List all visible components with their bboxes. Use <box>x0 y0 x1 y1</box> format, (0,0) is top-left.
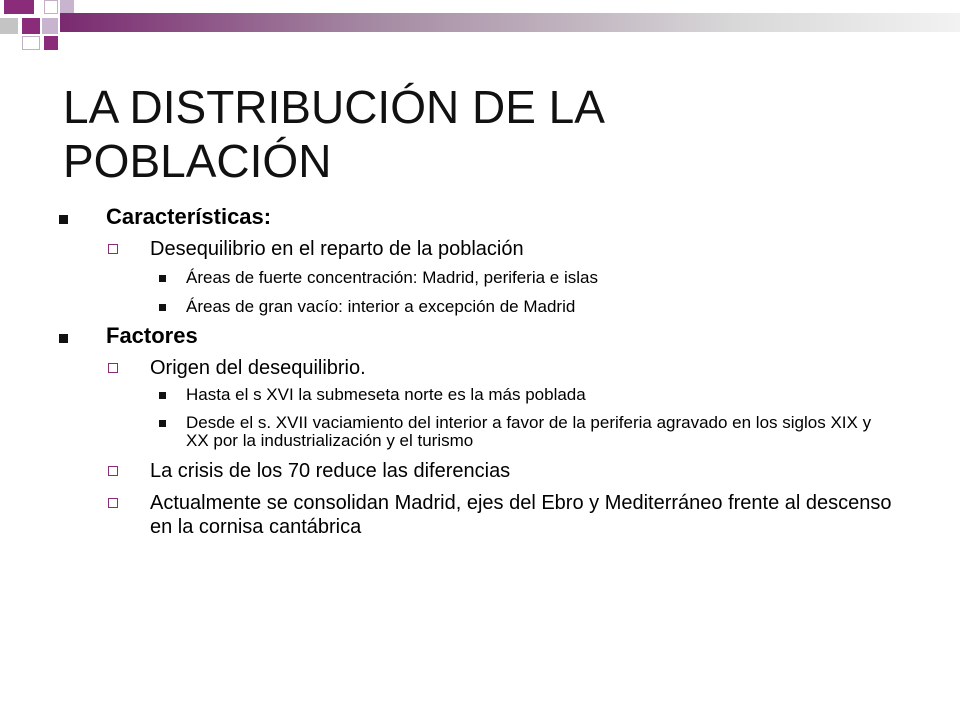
bullet-item <box>56 414 936 450</box>
bullet-text: Desequilibrio en el reparto de la población <box>150 238 524 260</box>
bullet-item <box>56 204 936 230</box>
bullet-item <box>56 269 936 287</box>
hollow-square-bullet-icon <box>108 363 118 373</box>
bullet-list <box>56 204 936 539</box>
bullet-text: Origen del desequilibrio. <box>150 357 366 379</box>
decorative-square <box>22 36 40 50</box>
decorative-square <box>44 0 58 14</box>
bullet-text: Características: <box>106 204 272 229</box>
bullet-item <box>56 491 936 539</box>
bullet-item <box>56 323 936 349</box>
hollow-square-bullet-icon <box>108 244 118 254</box>
decorative-square <box>60 0 74 14</box>
bullet-text: Áreas de gran vacío: interior a excepción de Madrid <box>186 297 576 316</box>
decorative-square <box>42 18 58 34</box>
decorative-square <box>22 18 40 34</box>
bullet-item <box>56 237 936 261</box>
square-bullet-icon <box>159 304 166 311</box>
square-bullet-icon <box>59 215 68 224</box>
bullet-text: Actualmente se consolidan Madrid, ejes del Ebro y Mediterráneo frente al descenso en la cornisa cantábrica <box>150 492 892 538</box>
title-line-1: LA DISTRIBUCIÓN DE LA <box>63 81 605 133</box>
bullet-item <box>56 459 936 483</box>
square-bullet-icon <box>159 420 166 427</box>
hollow-square-bullet-icon <box>108 466 118 476</box>
bullet-text: La crisis de los 70 reduce las diferencias <box>150 460 511 482</box>
decorative-gradient-bar <box>60 13 960 32</box>
slide-title <box>63 80 923 188</box>
bullet-text: Factores <box>106 323 198 348</box>
bullet-text: Desde el s. XVII vaciamiento del interior a favor de la periferia agravado en los siglos XIX y XX por la industrialización y el turismo <box>186 413 872 450</box>
decorative-square <box>4 0 34 14</box>
title-line-2: POBLACIÓN <box>63 135 332 187</box>
bullet-item <box>56 386 936 404</box>
square-bullet-icon <box>159 275 166 282</box>
hollow-square-bullet-icon <box>108 498 118 508</box>
square-bullet-icon <box>59 334 68 343</box>
bullet-text: Áreas de fuerte concentración: Madrid, periferia e islas <box>186 268 598 287</box>
decorative-square <box>44 36 58 50</box>
decorative-square <box>0 18 18 34</box>
bullet-text: Hasta el s XVI la submeseta norte es la más poblada <box>186 385 586 404</box>
bullet-item <box>56 298 936 316</box>
square-bullet-icon <box>159 392 166 399</box>
bullet-item <box>56 356 936 380</box>
